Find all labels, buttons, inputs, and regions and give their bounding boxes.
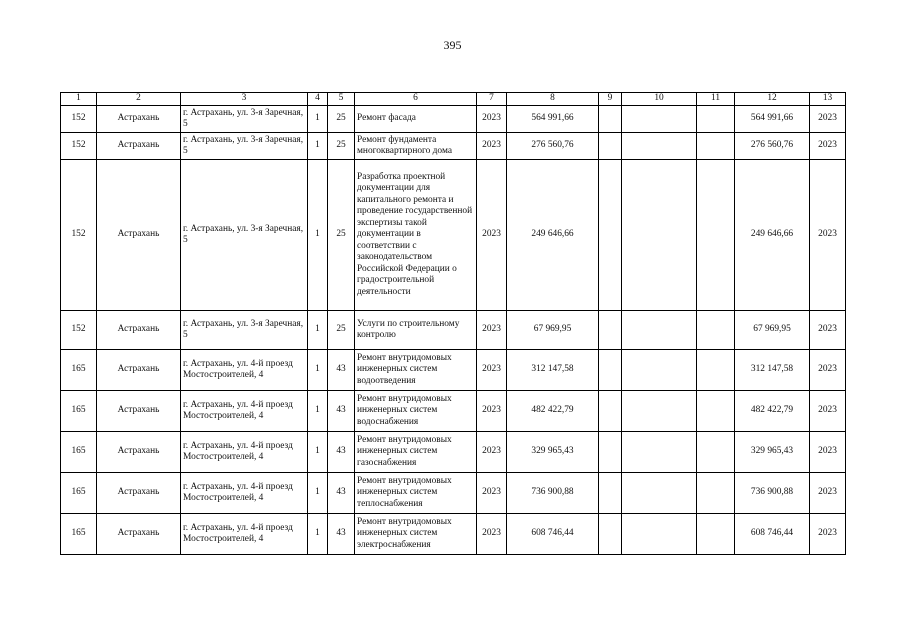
cell-year: 2023 bbox=[477, 311, 507, 350]
cell-col11 bbox=[697, 473, 735, 514]
cell-number: 152 bbox=[61, 160, 97, 311]
table-row bbox=[61, 514, 846, 555]
cell-city: Астрахань bbox=[97, 432, 181, 473]
registry-table bbox=[60, 92, 846, 555]
cell-col11 bbox=[697, 391, 735, 432]
header-row bbox=[61, 93, 846, 106]
cell-col10 bbox=[622, 391, 697, 432]
cell-year: 2023 bbox=[477, 473, 507, 514]
cell-address: г. Астрахань, ул. 3-я Заречная, 5 bbox=[181, 160, 308, 311]
table-row bbox=[61, 473, 846, 514]
cell-address: г. Астрахань, ул. 3-я Заречная, 5 bbox=[181, 106, 308, 133]
column-header-4: 4 bbox=[308, 93, 328, 106]
cell-year: 2023 bbox=[477, 133, 507, 160]
cell-end-year: 2023 bbox=[810, 473, 846, 514]
cell-year: 2023 bbox=[477, 350, 507, 391]
cell-col10 bbox=[622, 473, 697, 514]
table-row bbox=[61, 133, 846, 160]
column-header-2: 2 bbox=[97, 93, 181, 106]
cell-col4: 1 bbox=[308, 160, 328, 311]
column-header-10: 10 bbox=[622, 93, 697, 106]
table-row bbox=[61, 350, 846, 391]
cell-col11 bbox=[697, 311, 735, 350]
column-header-6: 6 bbox=[355, 93, 477, 106]
cell-col4: 1 bbox=[308, 514, 328, 555]
cell-work-type: Услуги по строительному контролю bbox=[355, 311, 477, 350]
cell-amount: 608 746,44 bbox=[507, 514, 599, 555]
table-row bbox=[61, 160, 846, 311]
cell-year: 2023 bbox=[477, 106, 507, 133]
column-header-9: 9 bbox=[599, 93, 622, 106]
cell-year: 2023 bbox=[477, 160, 507, 311]
cell-col10 bbox=[622, 133, 697, 160]
cell-col9 bbox=[599, 473, 622, 514]
cell-city: Астрахань bbox=[97, 311, 181, 350]
cell-end-year: 2023 bbox=[810, 391, 846, 432]
cell-work-type: Ремонт внутридомовых инженерных систем водоотведения bbox=[355, 350, 477, 391]
cell-number: 165 bbox=[61, 391, 97, 432]
cell-col5: 43 bbox=[328, 473, 355, 514]
cell-number: 152 bbox=[61, 311, 97, 350]
column-header-5: 5 bbox=[328, 93, 355, 106]
cell-end-year: 2023 bbox=[810, 160, 846, 311]
cell-number: 165 bbox=[61, 350, 97, 391]
cell-col5: 25 bbox=[328, 160, 355, 311]
table-row bbox=[61, 311, 846, 350]
cell-col4: 1 bbox=[308, 311, 328, 350]
column-header-7: 7 bbox=[477, 93, 507, 106]
cell-col11 bbox=[697, 106, 735, 133]
cell-col5: 43 bbox=[328, 432, 355, 473]
cell-col4: 1 bbox=[308, 350, 328, 391]
cell-col5: 43 bbox=[328, 391, 355, 432]
cell-city: Астрахань bbox=[97, 106, 181, 133]
column-header-13: 13 bbox=[810, 93, 846, 106]
cell-amount: 67 969,95 bbox=[507, 311, 599, 350]
cell-work-type: Ремонт внутридомовых инженерных систем водоснабжения bbox=[355, 391, 477, 432]
cell-address: г. Астрахань, ул. 4-й проезд Мостостроителей, 4 bbox=[181, 473, 308, 514]
cell-col4: 1 bbox=[308, 391, 328, 432]
cell-col5: 43 bbox=[328, 350, 355, 391]
cell-year: 2023 bbox=[477, 514, 507, 555]
table-row bbox=[61, 432, 846, 473]
cell-number: 165 bbox=[61, 473, 97, 514]
cell-total: 736 900,88 bbox=[735, 473, 810, 514]
table-row bbox=[61, 106, 846, 133]
cell-col10 bbox=[622, 514, 697, 555]
cell-amount: 249 646,66 bbox=[507, 160, 599, 311]
cell-address: г. Астрахань, ул. 4-й проезд Мостостроителей, 4 bbox=[181, 514, 308, 555]
cell-number: 152 bbox=[61, 106, 97, 133]
cell-total: 482 422,79 bbox=[735, 391, 810, 432]
cell-city: Астрахань bbox=[97, 391, 181, 432]
cell-end-year: 2023 bbox=[810, 432, 846, 473]
cell-col9 bbox=[599, 106, 622, 133]
cell-total: 67 969,95 bbox=[735, 311, 810, 350]
cell-col4: 1 bbox=[308, 133, 328, 160]
cell-amount: 482 422,79 bbox=[507, 391, 599, 432]
cell-col11 bbox=[697, 432, 735, 473]
cell-work-type: Ремонт фасада bbox=[355, 106, 477, 133]
column-header-1: 1 bbox=[61, 93, 97, 106]
cell-col5: 43 bbox=[328, 514, 355, 555]
cell-total: 312 147,58 bbox=[735, 350, 810, 391]
cell-col10 bbox=[622, 350, 697, 391]
cell-number: 165 bbox=[61, 514, 97, 555]
cell-city: Астрахань bbox=[97, 160, 181, 311]
column-header-12: 12 bbox=[735, 93, 810, 106]
cell-work-type: Ремонт фундамента многоквартирного дома bbox=[355, 133, 477, 160]
cell-number: 165 bbox=[61, 432, 97, 473]
cell-end-year: 2023 bbox=[810, 514, 846, 555]
cell-col5: 25 bbox=[328, 133, 355, 160]
table-row bbox=[61, 391, 846, 432]
cell-total: 329 965,43 bbox=[735, 432, 810, 473]
cell-city: Астрахань bbox=[97, 133, 181, 160]
cell-col10 bbox=[622, 432, 697, 473]
cell-end-year: 2023 bbox=[810, 133, 846, 160]
cell-amount: 276 560,76 bbox=[507, 133, 599, 160]
cell-year: 2023 bbox=[477, 391, 507, 432]
cell-col4: 1 bbox=[308, 432, 328, 473]
cell-col9 bbox=[599, 514, 622, 555]
cell-year: 2023 bbox=[477, 432, 507, 473]
column-header-11: 11 bbox=[697, 93, 735, 106]
cell-address: г. Астрахань, ул. 4-й проезд Мостостроителей, 4 bbox=[181, 350, 308, 391]
cell-end-year: 2023 bbox=[810, 311, 846, 350]
cell-address: г. Астрахань, ул. 4-й проезд Мостостроителей, 4 bbox=[181, 432, 308, 473]
cell-city: Астрахань bbox=[97, 350, 181, 391]
cell-col9 bbox=[599, 160, 622, 311]
cell-total: 564 991,66 bbox=[735, 106, 810, 133]
cell-col9 bbox=[599, 311, 622, 350]
cell-col9 bbox=[599, 133, 622, 160]
cell-col4: 1 bbox=[308, 106, 328, 133]
cell-col10 bbox=[622, 106, 697, 133]
cell-number: 152 bbox=[61, 133, 97, 160]
page-number: 395 bbox=[443, 38, 462, 52]
cell-amount: 736 900,88 bbox=[507, 473, 599, 514]
cell-address: г. Астрахань, ул. 3-я Заречная, 5 bbox=[181, 133, 308, 160]
cell-work-type: Ремонт внутридомовых инженерных систем газоснабжения bbox=[355, 432, 477, 473]
cell-total: 608 746,44 bbox=[735, 514, 810, 555]
cell-end-year: 2023 bbox=[810, 350, 846, 391]
cell-col11 bbox=[697, 160, 735, 311]
cell-amount: 329 965,43 bbox=[507, 432, 599, 473]
column-header-3: 3 bbox=[181, 93, 308, 106]
cell-col9 bbox=[599, 391, 622, 432]
cell-city: Астрахань bbox=[97, 473, 181, 514]
cell-total: 249 646,66 bbox=[735, 160, 810, 311]
cell-city: Астрахань bbox=[97, 514, 181, 555]
cell-work-type: Ремонт внутридомовых инженерных систем теплоснабжения bbox=[355, 473, 477, 514]
cell-amount: 564 991,66 bbox=[507, 106, 599, 133]
cell-col10 bbox=[622, 160, 697, 311]
cell-address: г. Астрахань, ул. 4-й проезд Мостостроителей, 4 bbox=[181, 391, 308, 432]
cell-col5: 25 bbox=[328, 106, 355, 133]
column-header-8: 8 bbox=[507, 93, 599, 106]
cell-end-year: 2023 bbox=[810, 106, 846, 133]
cell-col9 bbox=[599, 432, 622, 473]
cell-total: 276 560,76 bbox=[735, 133, 810, 160]
cell-col9 bbox=[599, 350, 622, 391]
cell-work-type: Разработка проектной документации для капитального ремонта и проведение государственной экспертизы такой документации в соответствии с законодательством Российской Федерации о градостроительной деятельности bbox=[355, 160, 477, 311]
cell-work-type: Ремонт внутридомовых инженерных систем электроснабжения bbox=[355, 514, 477, 555]
cell-amount: 312 147,58 bbox=[507, 350, 599, 391]
cell-col5: 25 bbox=[328, 311, 355, 350]
cell-col11 bbox=[697, 350, 735, 391]
cell-address: г. Астрахань, ул. 3-я Заречная, 5 bbox=[181, 311, 308, 350]
cell-col4: 1 bbox=[308, 473, 328, 514]
cell-col10 bbox=[622, 311, 697, 350]
cell-col11 bbox=[697, 133, 735, 160]
cell-col11 bbox=[697, 514, 735, 555]
